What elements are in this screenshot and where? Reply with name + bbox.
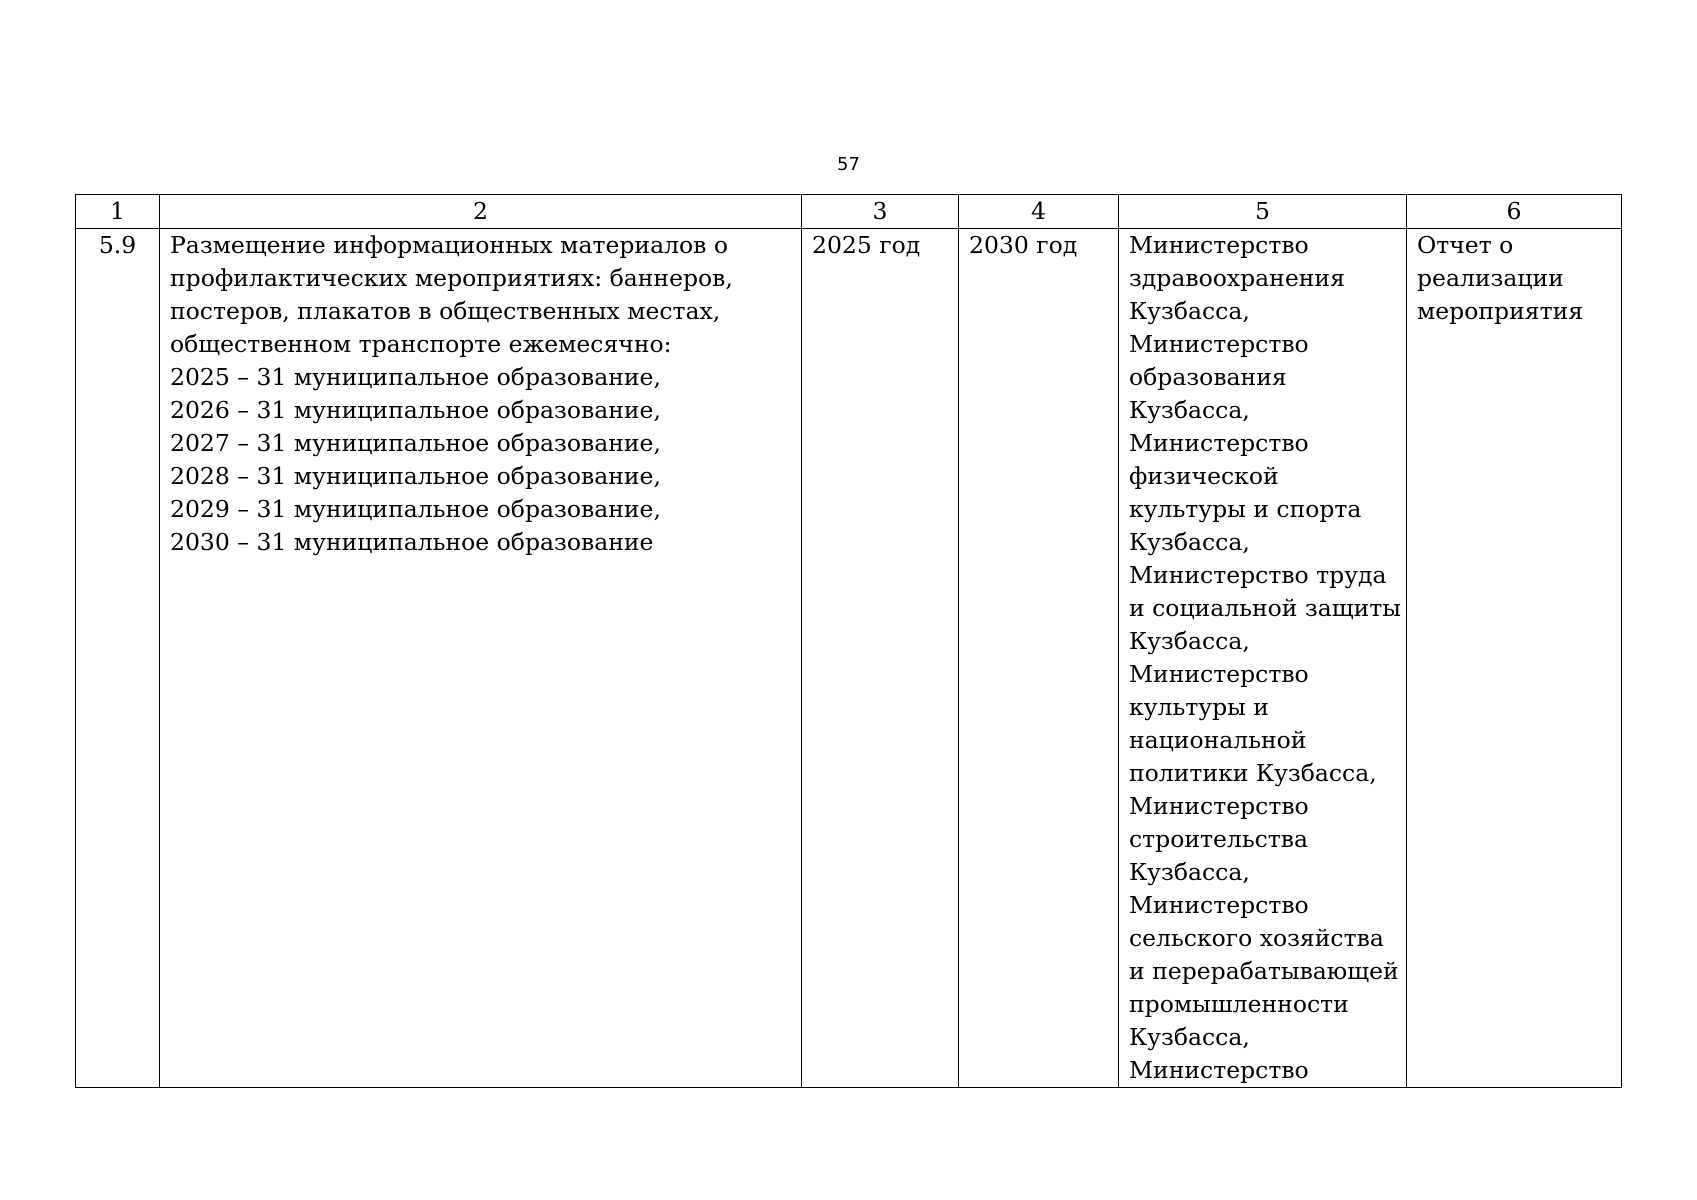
description-line: 2027 – 31 муниципальное образование, <box>170 429 661 457</box>
page-number: 57 <box>837 154 860 175</box>
result-line: мероприятия <box>1417 297 1584 325</box>
column-number-2: 2 <box>160 195 802 229</box>
executor-line: Кузбасса, <box>1129 528 1250 556</box>
column-number-6: 6 <box>1407 195 1622 229</box>
executor-line: Кузбасса, <box>1129 297 1250 325</box>
executor-line: и социальной защиты <box>1129 594 1401 622</box>
executor-line: образования <box>1129 363 1287 391</box>
executor-line: Кузбасса, <box>1129 627 1250 655</box>
description-line: общественном транспорте ежемесячно: <box>170 330 672 358</box>
description-line: 2030 – 31 муниципальное образование <box>170 528 654 556</box>
result-line: Отчет о <box>1417 231 1514 259</box>
executor-line: физической <box>1129 462 1279 490</box>
executor-line: Министерство <box>1129 231 1309 259</box>
executor-line: культуры и спорта <box>1129 495 1362 523</box>
executor-line: Кузбасса, <box>1129 1023 1250 1051</box>
executor-line: Министерство труда <box>1129 561 1387 589</box>
row-number-cell: 5.9 <box>76 229 160 1088</box>
executors-cell <box>1119 229 1407 1088</box>
description-cell <box>160 229 802 1088</box>
executor-line: Министерство <box>1129 1056 1309 1084</box>
executor-line: строительства <box>1129 825 1309 853</box>
column-number-4: 4 <box>959 195 1119 229</box>
result-line: реализации <box>1417 264 1564 292</box>
description-line: 2025 – 31 муниципальное образование, <box>170 363 661 391</box>
executor-line: Кузбасса, <box>1129 858 1250 886</box>
executor-line: Министерство <box>1129 330 1309 358</box>
column-number-3: 3 <box>802 195 959 229</box>
description-line: 2029 – 31 муниципальное образование, <box>170 495 661 523</box>
executor-line: здравоохранения <box>1129 264 1345 292</box>
result-cell <box>1407 229 1622 1088</box>
executor-line: политики Кузбасса, <box>1129 759 1377 787</box>
executor-line: Министерство <box>1129 891 1309 919</box>
executor-line: культуры и <box>1129 693 1269 721</box>
description-line: профилактических мероприятиях: баннеров, <box>170 264 733 292</box>
column-number-1: 1 <box>76 195 160 229</box>
executor-line: Министерство <box>1129 660 1309 688</box>
description-line: 2028 – 31 муниципальное образование, <box>170 462 661 490</box>
executor-line: промышленности <box>1129 990 1349 1018</box>
column-number-row <box>76 195 1622 229</box>
executor-line: Кузбасса, <box>1129 396 1250 424</box>
description-line: 2026 – 31 муниципальное образование, <box>170 396 661 424</box>
description-line: постеров, плакатов в общественных местах, <box>170 297 721 325</box>
executor-line: сельского хозяйства <box>1129 924 1384 952</box>
executor-line: Министерство <box>1129 429 1309 457</box>
end-date-cell: 2030 год <box>959 229 1119 1088</box>
description-line: Размещение информационных материалов о <box>170 231 728 259</box>
start-date-cell: 2025 год <box>802 229 959 1088</box>
table-row <box>76 229 1622 1088</box>
executor-line: и перерабатывающей <box>1129 957 1399 985</box>
executor-line: национальной <box>1129 726 1307 754</box>
executor-line: Министерство <box>1129 792 1309 820</box>
measures-table <box>75 194 1622 1088</box>
column-number-5: 5 <box>1119 195 1407 229</box>
